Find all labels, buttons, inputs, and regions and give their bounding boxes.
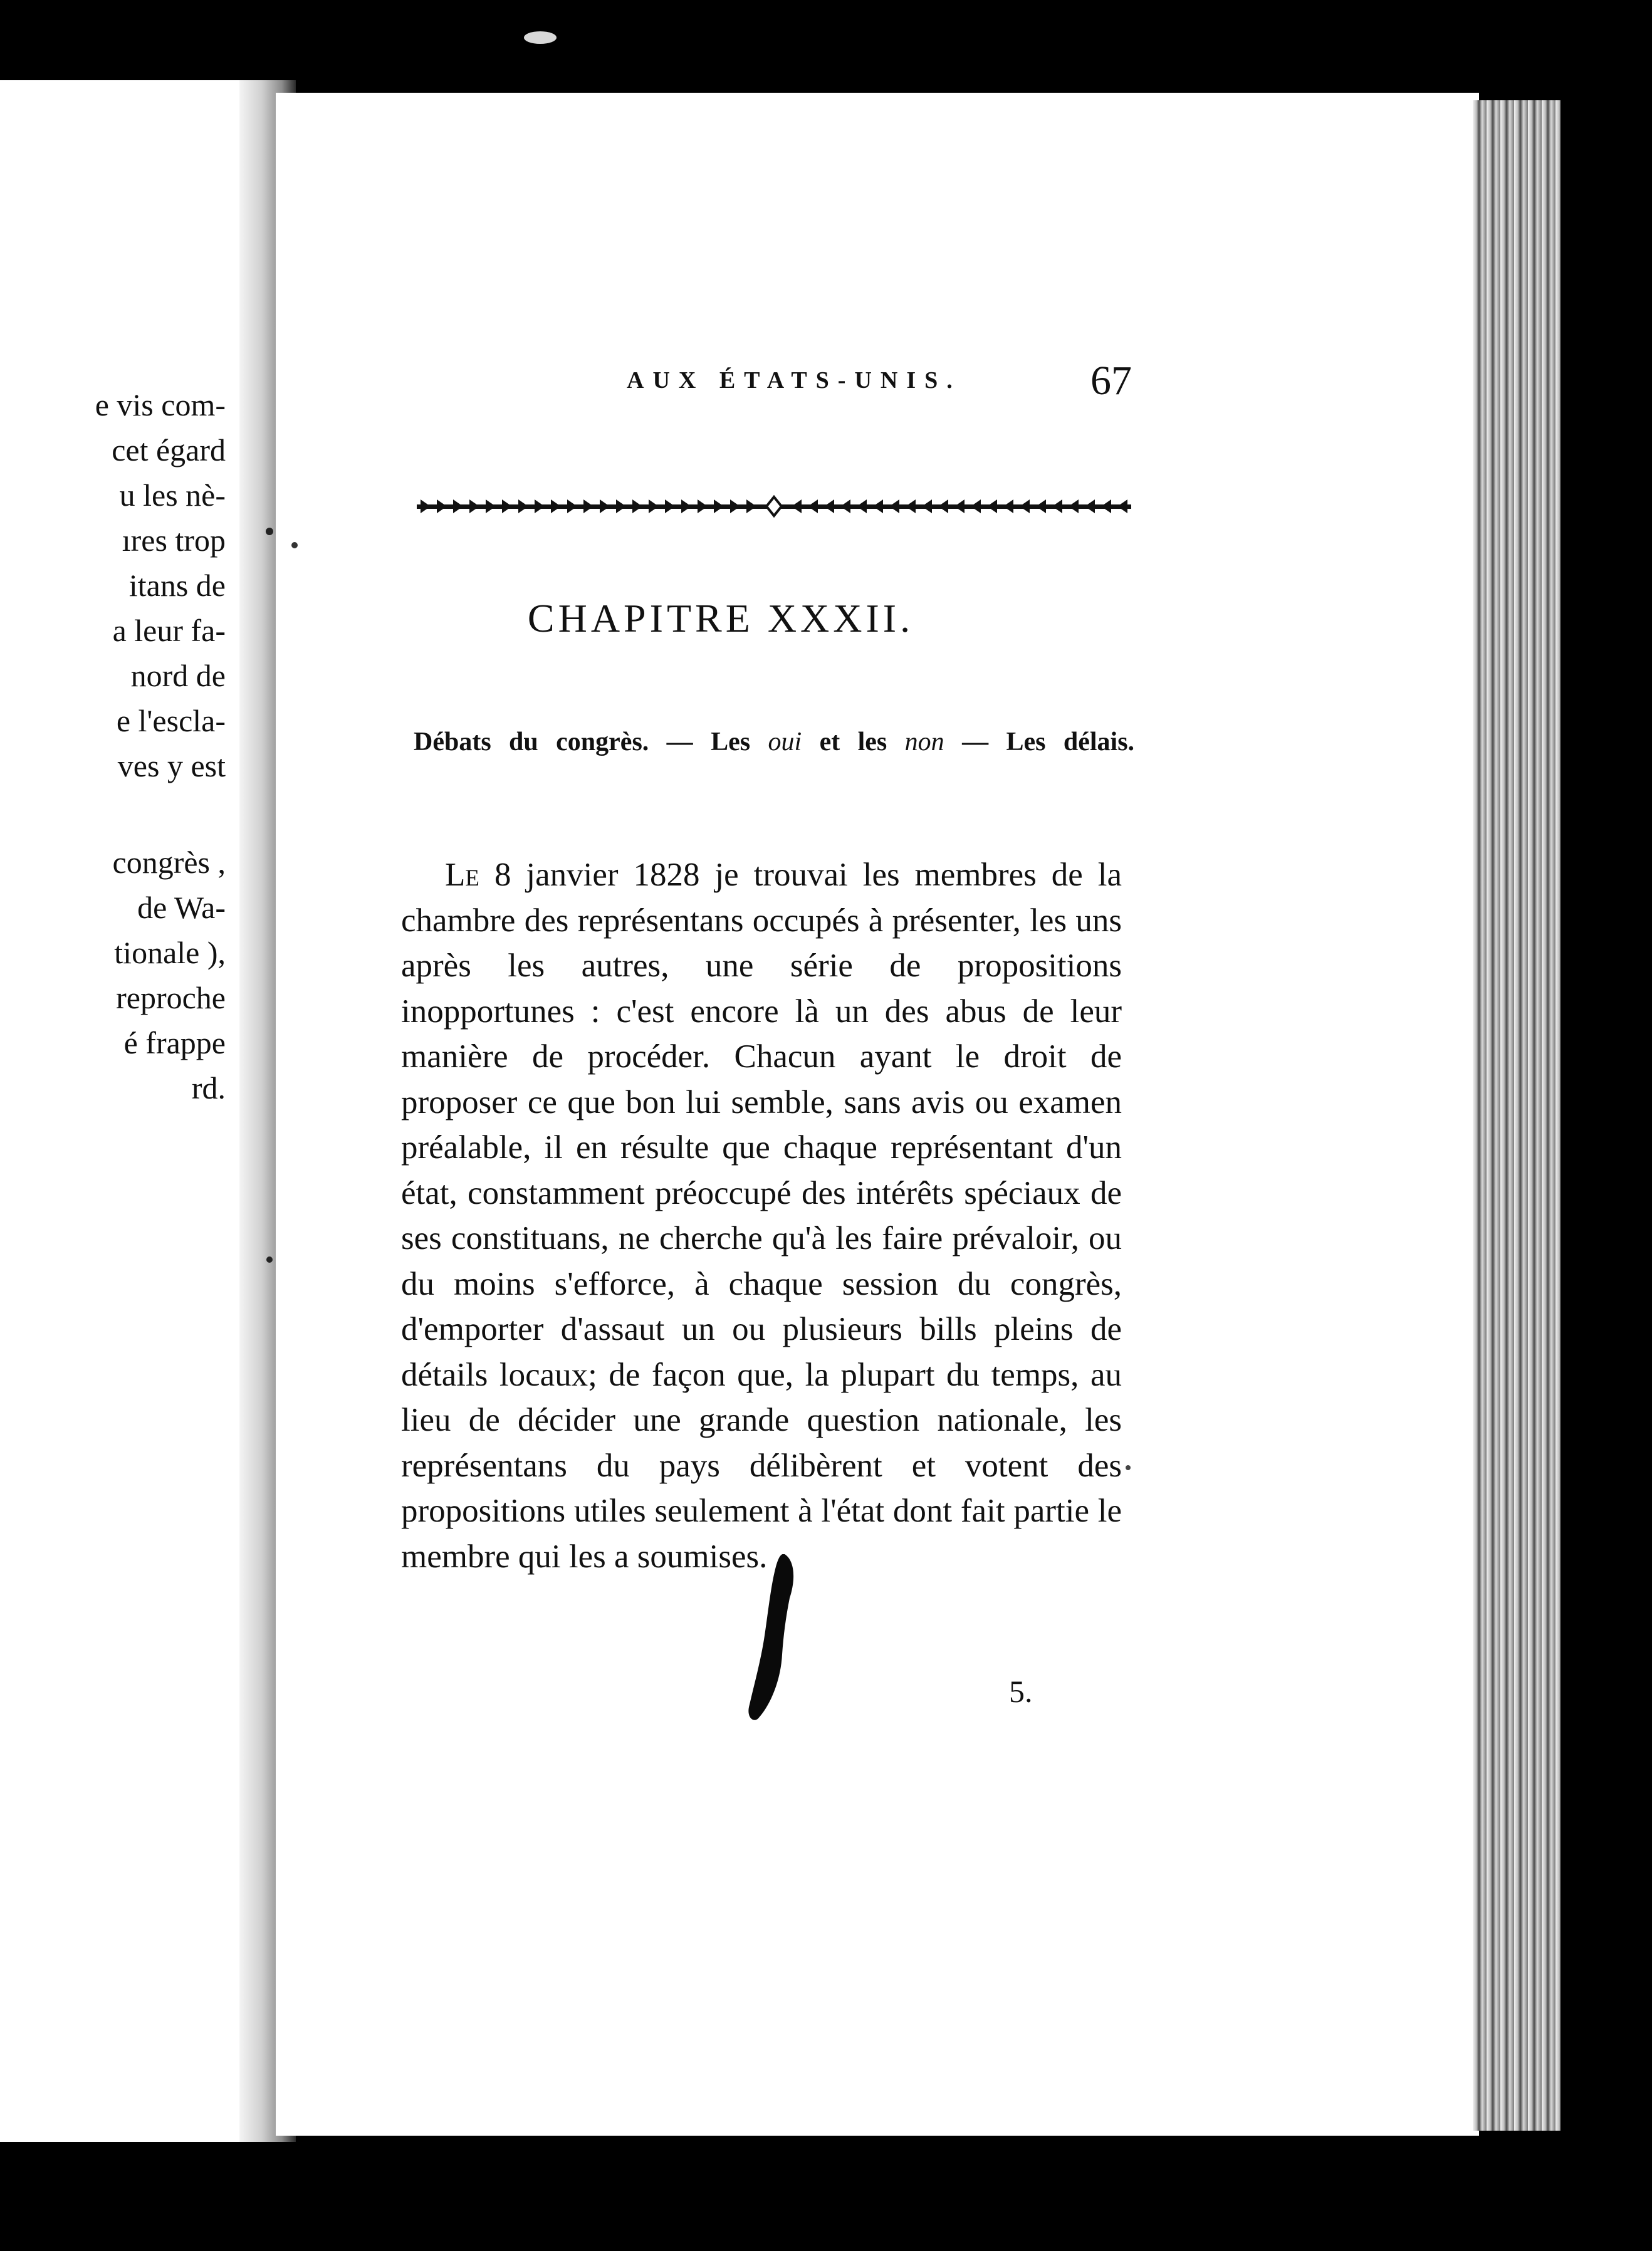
previous-page-line: ıres trop [122,523,226,558]
previous-page-line: e l'escla- [116,703,226,738]
previous-page-line: congrès , [112,845,226,880]
summary-text: et les [819,728,887,756]
page-fore-edge [1473,100,1561,2131]
previous-page-line: u les nè- [119,478,226,513]
page-number: 67 [1090,358,1132,404]
ink-blot-mark [746,1554,808,1723]
chapter-summary [414,727,1134,757]
previous-page-line: tionale ), [114,935,226,970]
previous-page [0,80,251,2142]
diamond-ornament-icon [766,497,782,516]
previous-page-line: rd. [191,1070,226,1105]
previous-page-line: é frappe [123,1025,226,1060]
previous-page-line: a leur fa- [112,613,226,648]
previous-page-line: e vis com- [95,387,226,422]
previous-page-line: nord de [130,658,226,693]
signature-mark: 5. [1009,1674,1033,1709]
previous-page-line: de Wa- [137,890,226,925]
chapter-title: CHAPITRE XXXII. [527,596,914,640]
previous-page-line: cet égard [112,432,226,467]
running-head: AUX ÉTATS-UNIS. [627,367,961,394]
chapter-body [401,852,1122,1579]
summary-text: Débats du congrès. — Les [414,728,751,756]
summary-non: non [904,728,944,756]
previous-page-line: itans de [128,568,226,603]
body-paragraph: 8 janvier 1828 je trouvai les membres de la chambre des représentans occupés à présenter, les uns après les autres, une série de propositions inopportunes : c'est encore là un des abus de leur manière de procéder. Chacun ayant le droit de proposer ce que bon lui semble, sans avis ou examen préalable, il en résulte que chaque représentant d'un état, constamment préoccupé des intérêts spéciaux de ses constituans, ne cherche qu'à les faire prévaloir, ou du moins s'efforce, à chaque session du congrès, d'emporter d'assaut un ou plusieurs bills pleins de détails locaux; de façon que, la plupart du temps, au lieu de décider une grande question nationale, les représentans du pays délibèrent et votent des propositions utiles seulement à l'état dont fait partie le membre qui les a soumises. [401,857,1122,1575]
summary-oui: oui [768,728,802,756]
previous-page-line: ves y est [117,748,226,783]
body-first-word: Le [445,857,479,893]
summary-text: — Les délais. [962,728,1135,756]
previous-page-line: reproche [116,980,226,1015]
ornamental-rule [417,492,1131,521]
